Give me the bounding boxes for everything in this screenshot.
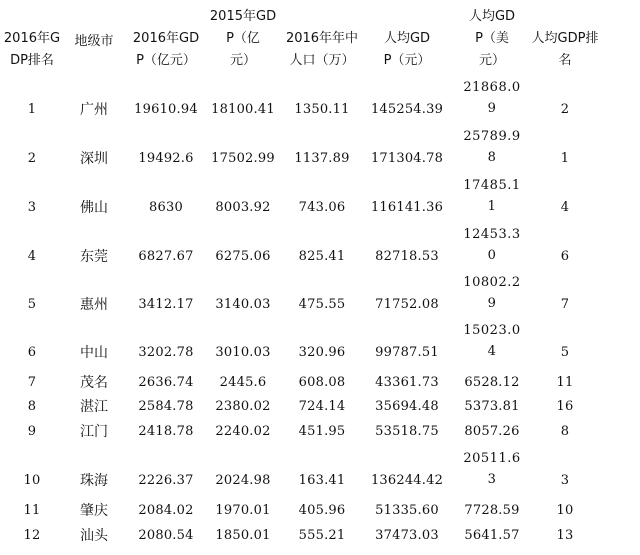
cell-per-capita-rank: 16	[556, 399, 574, 414]
cell-rank: 9	[27, 424, 37, 439]
header-rank: 2016年G DP排名	[3, 31, 61, 68]
cell-rank: 8	[27, 399, 37, 414]
cell-per-capita-usd: 21868.0 9	[463, 80, 521, 116]
cell-population: 724.14	[298, 399, 346, 414]
cell-per-capita-usd: 8057.26	[464, 424, 520, 439]
cell-rank: 3	[27, 200, 37, 215]
cell-population: 825.41	[298, 249, 346, 264]
header-population: 2016年年中 人口（万）	[285, 31, 359, 68]
cell-per-capita-cny: 37473.03	[375, 528, 439, 543]
cell-rank: 1	[27, 102, 37, 117]
cell-per-capita-usd: 15023.0 4	[463, 323, 521, 359]
header-city: 地级市	[74, 34, 114, 49]
cell-rank: 5	[27, 297, 37, 312]
cell-population: 475.55	[298, 297, 346, 312]
cell-gdp-2015: 2024.98	[215, 473, 271, 488]
cell-rank: 6	[27, 345, 37, 360]
cell-per-capita-usd: 7728.59	[464, 503, 520, 518]
cell-gdp-2016: 2636.74	[138, 375, 194, 390]
cell-gdp-2015: 2380.02	[215, 399, 271, 414]
cell-per-capita-rank: 10	[556, 503, 574, 518]
cell-per-capita-rank: 11	[556, 375, 574, 390]
cell-per-capita-rank: 8	[560, 424, 570, 439]
cell-gdp-2015: 18100.41	[211, 102, 275, 117]
cell-rank: 11	[23, 503, 41, 518]
header-per-capita-rank: 人均GDP排 名	[531, 31, 599, 68]
cell-per-capita-cny: 116141.36	[370, 200, 444, 215]
cell-per-capita-rank: 7	[560, 297, 570, 312]
cell-per-capita-cny: 51335.60	[375, 503, 439, 518]
cell-gdp-2016: 2584.78	[138, 399, 194, 414]
cell-per-capita-usd: 5641.57	[464, 528, 520, 543]
cell-per-capita-cny: 145254.39	[370, 102, 444, 117]
header-per-capita-cny: 人均GD P（元）	[383, 31, 431, 68]
cell-gdp-2015: 2240.02	[215, 424, 271, 439]
cell-per-capita-usd: 10802.2 9	[463, 275, 521, 311]
cell-gdp-2015: 6275.06	[215, 249, 271, 264]
cell-gdp-2015: 1970.01	[215, 503, 271, 518]
cell-per-capita-rank: 5	[560, 345, 570, 360]
header-gdp-2016: 2016年GD P（亿元）	[132, 31, 200, 68]
cell-city: 江门	[80, 424, 108, 440]
cell-city: 广州	[80, 102, 108, 118]
header-gdp-2015: 2015年GD P（亿 元）	[209, 9, 277, 68]
cell-population: 405.96	[298, 503, 346, 518]
cell-rank: 4	[27, 249, 37, 264]
cell-per-capita-usd: 25789.9 8	[463, 129, 521, 165]
cell-per-capita-usd: 5373.81	[464, 399, 520, 414]
cell-gdp-2016: 2080.54	[138, 528, 194, 543]
cell-city: 珠海	[80, 473, 108, 489]
header-per-capita-usd: 人均GD P（美 元）	[468, 9, 516, 68]
cell-gdp-2015: 3010.03	[215, 345, 271, 360]
cell-per-capita-cny: 71752.08	[375, 297, 439, 312]
cell-city: 肇庆	[80, 503, 108, 519]
cell-per-capita-rank: 1	[560, 151, 570, 166]
cell-per-capita-usd: 12453.3 0	[463, 227, 521, 263]
cell-gdp-2015: 2445.6	[219, 375, 267, 390]
cell-gdp-2015: 8003.92	[215, 200, 271, 215]
cell-city: 东莞	[80, 249, 108, 265]
cell-population: 608.08	[298, 375, 346, 390]
cell-city: 佛山	[80, 200, 108, 216]
cell-per-capita-usd: 17485.1 1	[463, 178, 521, 214]
cell-per-capita-rank: 3	[560, 473, 570, 488]
cell-gdp-2016: 19492.6	[138, 151, 194, 166]
cell-population: 1350.11	[294, 102, 350, 117]
cell-gdp-2016: 19610.94	[134, 102, 198, 117]
cell-gdp-2016: 8630	[149, 200, 183, 215]
cell-gdp-2016: 2418.78	[138, 424, 194, 439]
cell-city: 湛江	[80, 399, 108, 415]
cell-rank: 12	[23, 528, 41, 543]
cell-per-capita-rank: 13	[556, 528, 574, 543]
cell-city: 茂名	[80, 375, 108, 391]
cell-rank: 2	[27, 151, 37, 166]
cell-population: 163.41	[298, 473, 346, 488]
cell-population: 555.21	[298, 528, 346, 543]
cell-gdp-2016: 2226.37	[138, 473, 194, 488]
cell-rank: 10	[23, 473, 41, 488]
cell-per-capita-rank: 6	[560, 249, 570, 264]
cell-per-capita-rank: 4	[560, 200, 570, 215]
cell-per-capita-rank: 2	[560, 102, 570, 117]
cell-rank: 7	[27, 375, 37, 390]
cell-per-capita-cny: 136244.42	[370, 473, 444, 488]
cell-per-capita-cny: 82718.53	[375, 249, 439, 264]
cell-gdp-2015: 1850.01	[215, 528, 271, 543]
cell-city: 中山	[80, 345, 108, 361]
cell-gdp-2016: 3412.17	[138, 297, 194, 312]
cell-per-capita-usd: 20511.6 3	[463, 451, 521, 487]
cell-gdp-2015: 17502.99	[211, 151, 275, 166]
cell-gdp-2015: 3140.03	[215, 297, 271, 312]
cell-city: 深圳	[80, 151, 108, 167]
cell-gdp-2016: 6827.67	[138, 249, 194, 264]
cell-gdp-2016: 2084.02	[138, 503, 194, 518]
cell-population: 1137.89	[294, 151, 350, 166]
cell-per-capita-cny: 171304.78	[370, 151, 444, 166]
cell-city: 汕头	[80, 528, 108, 544]
cell-population: 320.96	[298, 345, 346, 360]
cell-city: 惠州	[80, 297, 108, 313]
cell-per-capita-cny: 43361.73	[375, 375, 439, 390]
cell-per-capita-cny: 35694.48	[375, 399, 439, 414]
cell-gdp-2016: 3202.78	[138, 345, 194, 360]
cell-population: 451.95	[298, 424, 346, 439]
cell-per-capita-cny: 99787.51	[375, 345, 439, 360]
cell-per-capita-usd: 6528.12	[464, 375, 520, 390]
cell-population: 743.06	[298, 200, 346, 215]
cell-per-capita-cny: 53518.75	[375, 424, 439, 439]
